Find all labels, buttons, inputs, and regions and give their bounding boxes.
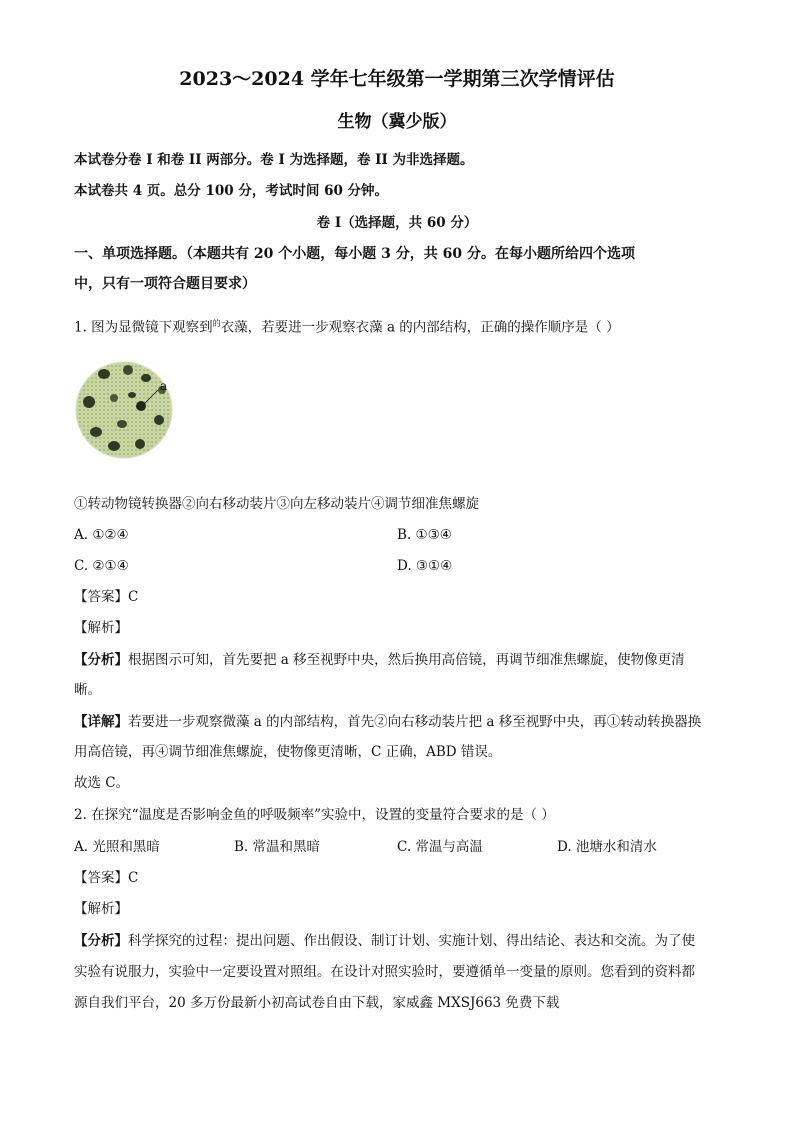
q2-stem: 2. 在探究“温度是否影响金鱼的呼吸频率”实验中，设置的变量符合要求的是（ ） — [74, 807, 555, 823]
intro-line-1: 本试卷分卷 I 和卷 II 两部分。卷 I 为选择题，卷 II 为非选择题。 — [74, 152, 474, 168]
q2-option-b[interactable]: B. 常温和黑暗 — [234, 839, 321, 855]
q2-analysis-label: 【解析】 — [74, 901, 128, 917]
intro-line-2: 本试卷共 4 页。总分 100 分，考试时间 60 分钟。 — [74, 183, 389, 199]
q1-fenxi-line-2: 晰。 — [74, 682, 101, 698]
figure-label-a: a — [160, 379, 168, 393]
q1-analysis-label: 【解析】 — [74, 620, 128, 636]
q1-fenxi-label: 【分析】 — [74, 652, 128, 668]
q1-stem — [74, 315, 620, 337]
q1-detail-line-2: 用高倍镜，再④调节细准焦螺旋，使物像更清晰，C 正确，ABD 错误。 — [74, 744, 502, 760]
q2-answer: 【答案】C — [74, 870, 139, 886]
q1-stem-before: 1. 图为显微镜下观察到 — [74, 319, 213, 336]
q1-option-c[interactable]: C. ②①④ — [74, 558, 129, 574]
q2-fenxi-line-2: 实验有说服力，实验中一定要设置对照组。在设计对照实验时，要遵循单一变量的原则。您看到的资料都 — [74, 964, 695, 980]
q2-option-d[interactable]: D. 池塘水和清水 — [557, 839, 657, 855]
q1-detail — [74, 713, 701, 731]
q1-answer: 【答案】C — [74, 589, 139, 605]
q1-detail-label: 【详解】 — [74, 714, 128, 730]
q1-fenxi — [74, 651, 685, 669]
q2-fenxi-label: 【分析】 — [74, 933, 128, 949]
document-subtitle: 生物（冀少版） — [337, 112, 457, 132]
q1-stem-sup: 的 — [212, 319, 221, 328]
q1-option-b[interactable]: B. ①③④ — [397, 527, 452, 543]
section-instruction-2: 中，只有一项符合题目要求） — [74, 276, 256, 292]
q1-option-a[interactable]: A. ①②④ — [74, 527, 129, 543]
q1-option-d[interactable]: D. ③①④ — [397, 558, 453, 574]
chlamydomonas-figure — [74, 360, 214, 460]
microscope-view-image — [74, 360, 214, 460]
q2-option-a[interactable]: A. 光照和黑暗 — [74, 839, 160, 855]
q1-conclusion: 故选 C。 — [74, 775, 130, 791]
q2-fenxi-text: 科学探究的过程：提出问题、作出假设、制订计划、实施计划、得出结论、表达和交流。为了使 — [128, 933, 695, 949]
q1-detail-text: 若要进一步观察微藻 a 的内部结构，首先②向右移动装片把 a 移至视野中央，再①转动转换器换 — [128, 714, 702, 730]
document-title: 2023～2024 学年七年级第一学期第三次学情评估 — [179, 68, 615, 90]
q1-steps: ①转动物镜转换器②向右移动装片③向左移动装片④调节细准焦螺旋 — [74, 496, 479, 512]
section-instruction-1: 一、单项选择题。（本题共有 20 个小题，每小题 3 分，共 60 分。在每小题所给四个选项 — [74, 246, 635, 262]
q2-fenxi — [74, 932, 695, 950]
q1-stem-after: 衣藻，若要进一步观察衣藻 a 的内部结构，正确的操作顺序是（ ） — [220, 319, 620, 336]
q2-fenxi-line-3: 源自我们平台，20 多万份最新小初高试卷自由下载，家威鑫 MXSJ663 免费下载 — [74, 995, 560, 1011]
q2-option-c[interactable]: C. 常温与高温 — [397, 839, 483, 855]
q1-fenxi-text: 根据图示可知，首先要把 a 移至视野中央，然后换用高倍镜，再调节细准焦螺旋，使物像更清 — [128, 652, 685, 668]
section-heading: 卷 I（选择题，共 60 分） — [316, 215, 478, 231]
